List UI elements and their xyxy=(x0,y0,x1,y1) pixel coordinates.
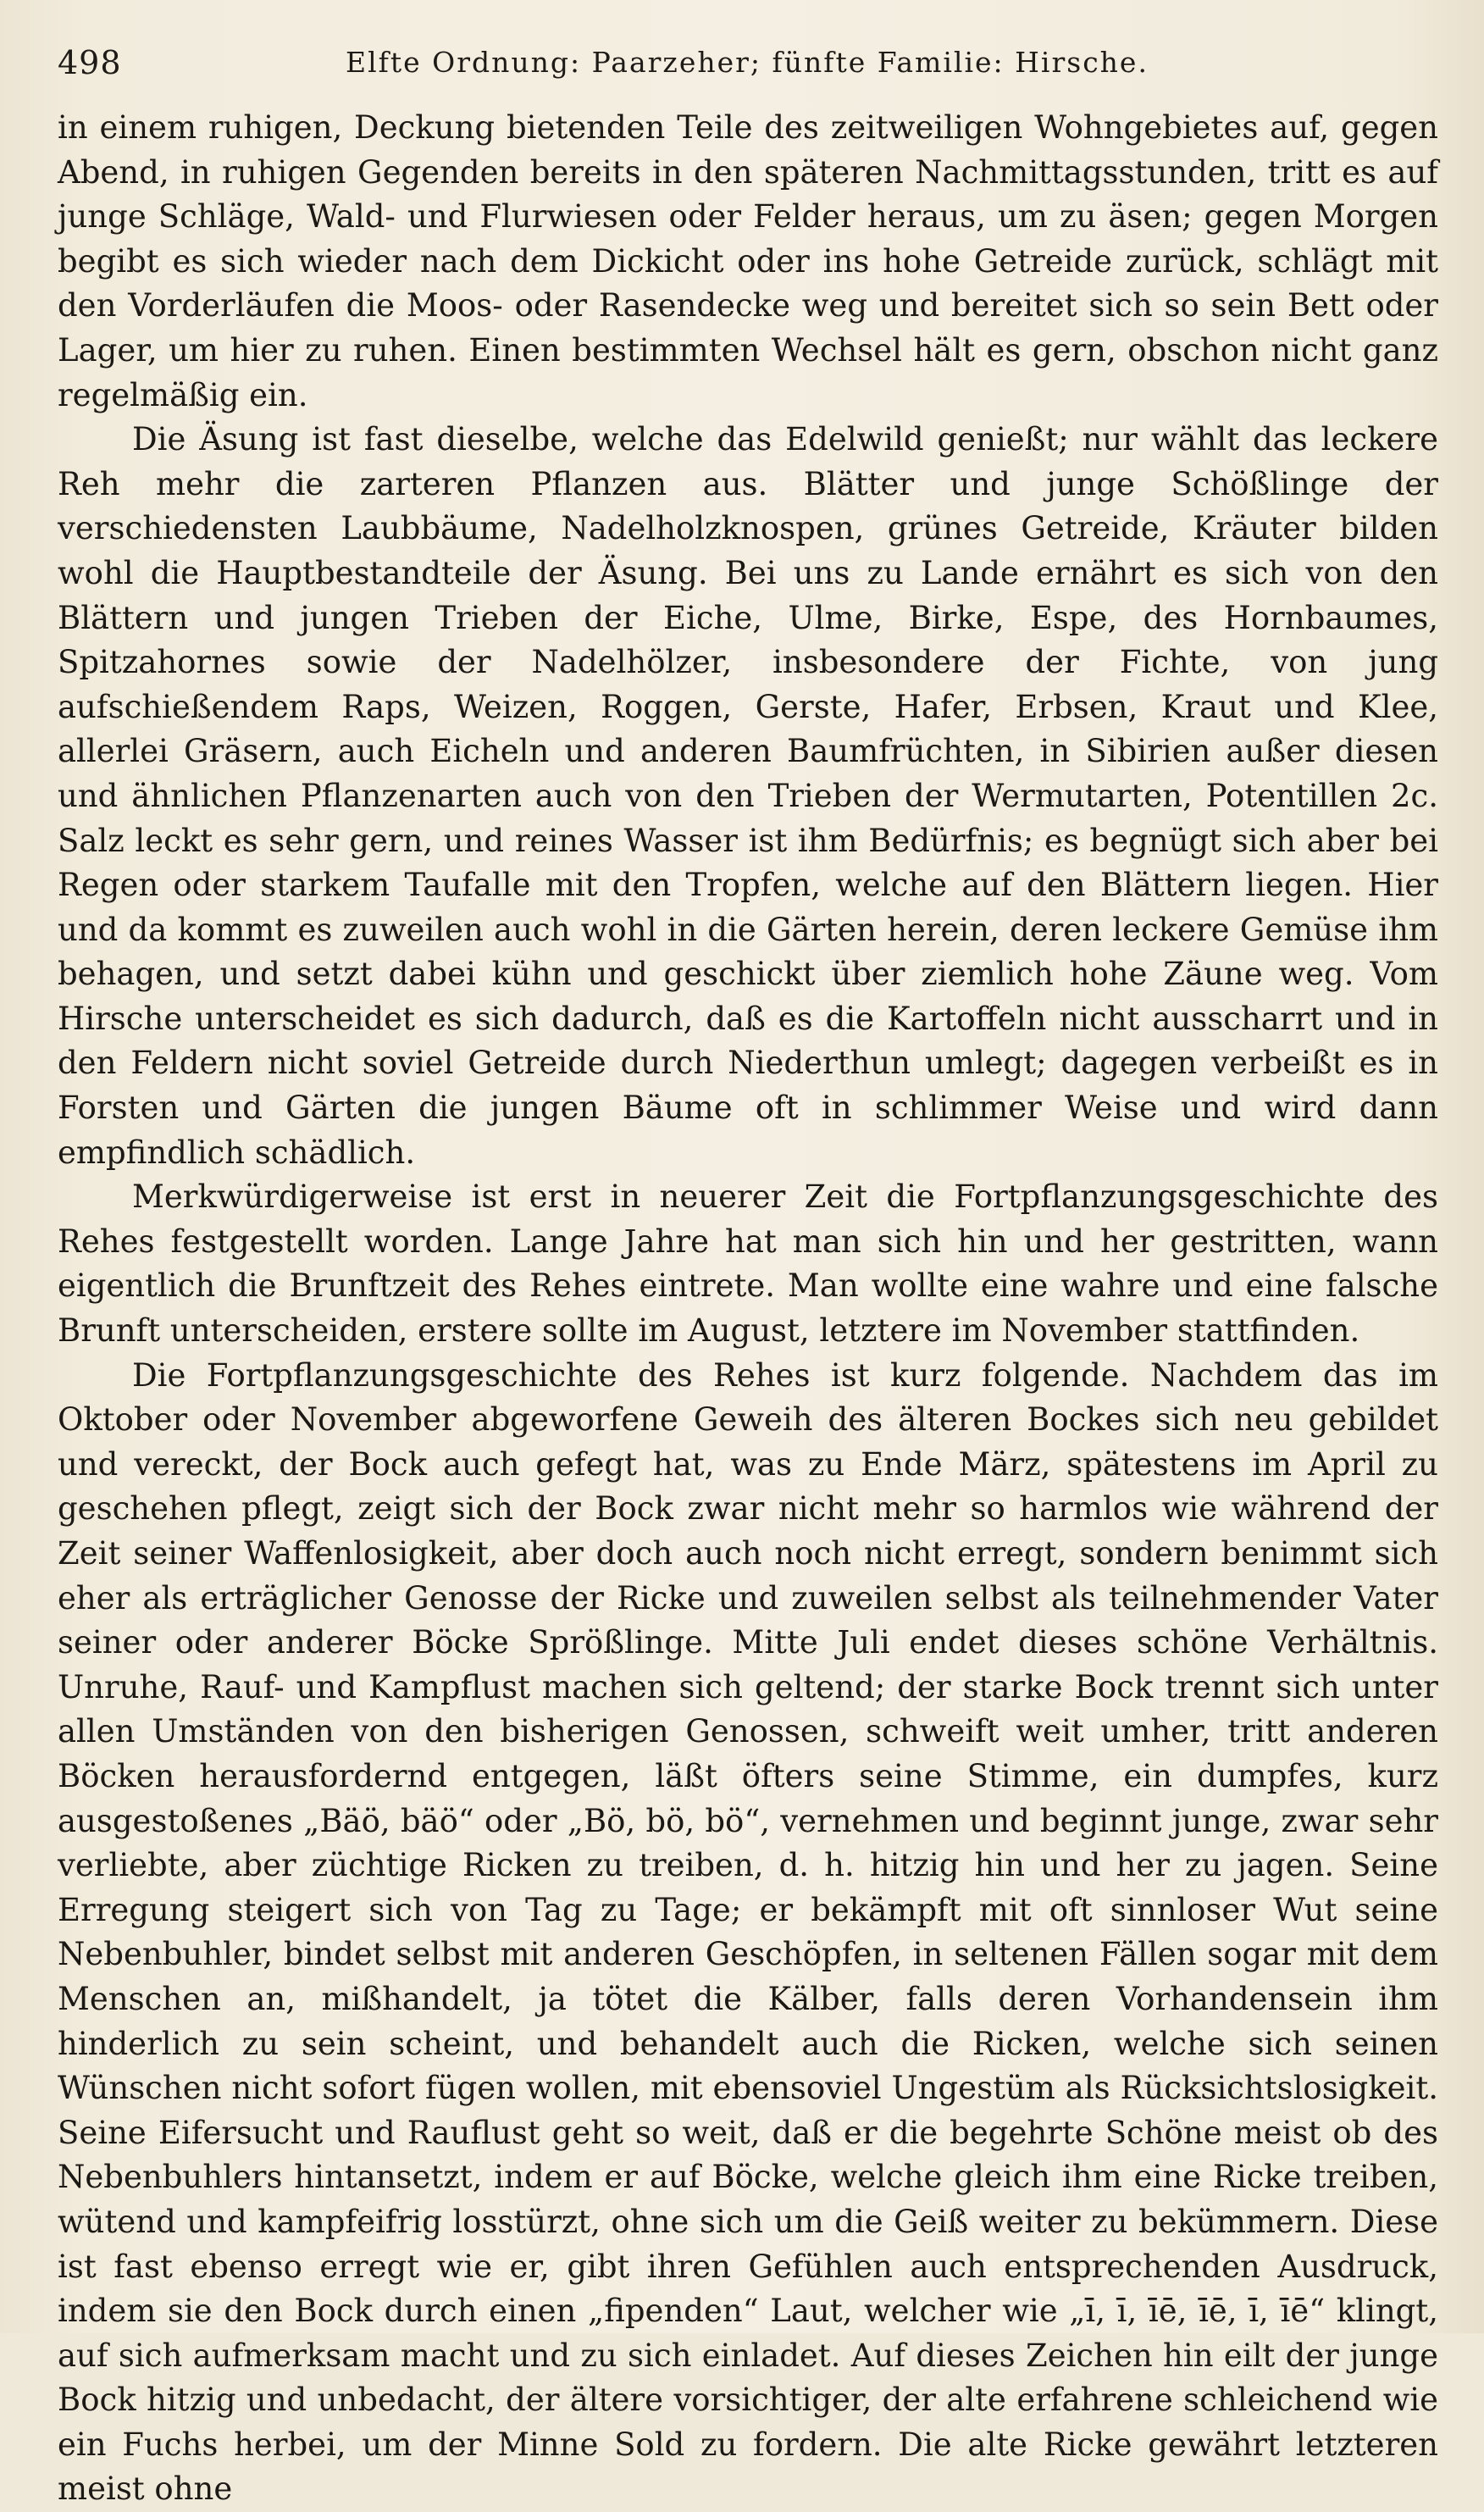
paragraph-aesung: Die Äsung ist fast dieselbe, welche das Edelwild genießt; nur wählt das leckere Reh mehr die zarteren Pflanzen aus. Blätter und junge Schößlinge der verschiedensten Laubbäume, Nadelholzknospen, grünes Getreide, Kräuter bilden wohl die Hauptbestandteile der Äsung. Bei uns zu Lande ernährt es sich von den Blättern und jungen Trieben der Eiche, Ulme, Birke, Espe, des Hornbaumes, Spitzahornes sowie der Nadelhölzer, insbesondere der Fichte, von jung aufschießendem Raps, Weizen, Roggen, Gerste, Hafer, Erbsen, Kraut und Klee, allerlei Gräsern, auch Eicheln und anderen Baumfrüchten, in Sibirien außer diesen und ähnlichen Pflanzenarten auch von den Trieben der Wermutarten, Potentillen 2c. Salz leckt es sehr gern, und reines Wasser ist ihm Bedürfnis; es begnügt sich aber bei Regen oder starkem Taufalle mit den Tropfen, welche auf den Blättern liegen. Hier und da kommt es zuweilen auch wohl in die Gärten herein, deren leckere Gemüse ihm behagen, und setzt dabei kühn und geschickt über ziemlich hohe Zäune weg. Vom Hirsche unterscheidet es sich dadurch, daß es die Kartoffeln nicht ausscharrt und in den Feldern nicht soviel Getreide durch Niederthun umlegt; dagegen verbeißt es in Forsten und Gärten die jungen Bäume oft in schlimmer Weise und wird dann empfindlich schädlich. xyxy=(58,421,1438,1171)
paragraph-continuation: in einem ruhigen, Deckung bietenden Teile des zeitweiligen Wohngebietes auf, gegen Abend, in ruhigen Gegenden bereits in den späteren Nachmittagsstunden, tritt es auf junge Schläge, Wald- und Flurwiesen oder Felder heraus, um zu äsen; gegen Morgen begibt es sich wieder nach dem Dickicht oder ins hohe Getreide zurück, schlägt mit den Vorderläufen die Moos- oder Rasendecke weg und bereitet sich so sein Bett oder Lager, um hier zu ruhen. Einen bestimmten Wechsel hält es gern, obschon nicht ganz regelmäßig ein. xyxy=(58,109,1438,413)
paragraph-fortpflanzung-details: Die Fortpflanzungsgeschichte des Rehes ist kurz folgende. Nachdem das im Oktober oder November abgeworfene Geweih des älteren Bockes sich neu gebildet und vereckt, der Bock auch gefegt hat, was zu Ende März, spätestens im April zu geschehen pflegt, zeigt sich der Bock zwar nicht mehr so harmlos wie während der Zeit seiner Waffenlosigkeit, aber doch auch noch nicht erregt, sondern benimmt sich eher als erträglicher Genosse der Ricke und zuweilen selbst als teilnehmender Vater seiner oder anderer Böcke Sprößlinge. Mitte Juli endet dieses schöne Verhältnis. Unruhe, Rauf- und Kampflust machen sich geltend; der starke Bock trennt sich unter allen Umständen von den bisherigen Genossen, schweift weit umher, tritt anderen Böcken herausfordernd entgegen, läßt öfters seine Stimme, ein dumpfes, kurz ausgestoßenes „Bäö, bäö“ oder „Bö, bö, bö“, vernehmen und beginnt junge, zwar sehr verliebte, aber züchtige Ricken zu treiben, d. h. hitzig hin und her zu jagen. Seine Erregung steigert sich von Tag zu Tage; er bekämpft mit oft sinnloser Wut seine Nebenbuhler, bindet selbst mit anderen Geschöpfen, in seltenen Fällen sogar mit dem Menschen an, mißhandelt, ja tötet die Kälber, falls deren Vorhandensein ihm hinderlich zu sein scheint, und behandelt auch die Ricken, welche sich seinen Wünschen nicht sofort fügen wollen, mit ebensoviel Ungestüm als Rücksichtslosigkeit. Seine Eifersucht und Rauflust geht so weit, daß er die begehrte Schöne meist ob des Nebenbuhlers hintansetzt, indem er auf Böcke, welche gleich ihm eine Ricke treiben, wütend und kampfeifrig losstürzt, ohne sich um die Geiß weiter zu bekümmern. Diese ist fast ebenso erregt wie er, gibt ihren Gefühlen auch entsprechenden Ausdruck, indem sie den Bock durch einen „fipenden“ Laut, welcher wie „ī, ī, īē, īē, ī, īē“ klingt, auf sich aufmerksam macht und zu sich einladet. Auf dieses Zeichen hin eilt der junge Bock hitzig und unbedacht, der ältere vorsichtiger, der alte erfahrene schleichend wie ein Fuchs herbei, um der Minne Sold zu fordern. Die alte Ricke gewährt letzteren meist ohne xyxy=(58,1356,1438,2508)
page-number: 498 xyxy=(58,44,122,81)
running-head: Elfte Ordnung: Paarzeher; fünfte Familie: Hirsche. xyxy=(346,46,1149,79)
body-text xyxy=(58,106,1438,2512)
page-header xyxy=(58,34,1438,93)
paragraph-fortpflanzung-intro: Merkwürdigerweise ist erst in neuerer Zeit die Fortpflanzungsgeschichte des Rehes festgestellt worden. Lange Jahre hat man sich hin und her gestritten, wann eigentlich die Brunftzeit des Rehes eintrete. Man wollte eine wahre und eine falsche Brunft unterscheiden, erstere sollte im August, letztere im November stattfinden. xyxy=(58,1178,1438,1350)
